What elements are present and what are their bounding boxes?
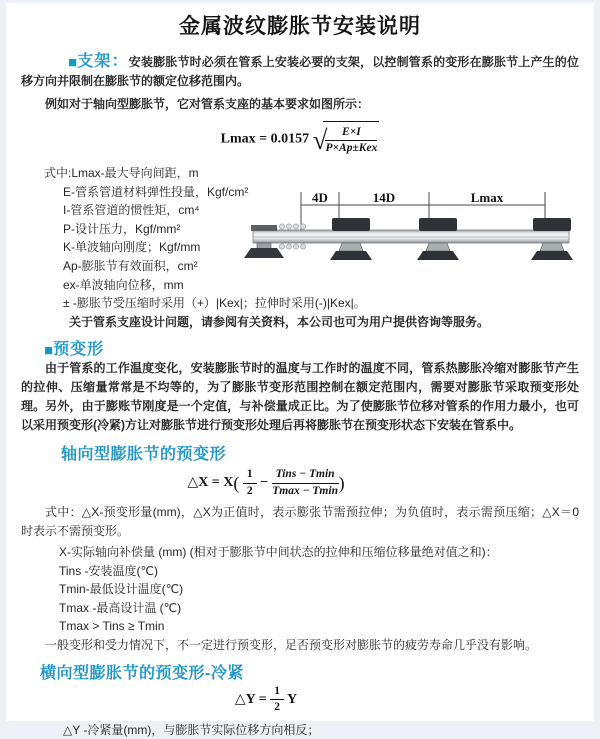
axial-note-line: 一般变形和受力情况下，不一定进行预变形，足否预变形对膨胀节的疲劳寿命几乎没有影响。 <box>45 637 538 652</box>
lateral-formula <box>6 685 526 715</box>
document-sheet <box>6 3 594 737</box>
lmax-fraction-denominator: P×Ap±Kex <box>325 142 378 155</box>
axial-formula-lhs: △X = X <box>187 475 234 491</box>
plusminus-note: ± -膨胀节受压缩时采用（+）|Kex|；拉伸时采用(-)|Kex|。 <box>63 296 366 310</box>
temperature-fraction-numerator: Tins − Tmin <box>272 468 339 483</box>
open-paren: ( <box>233 473 240 493</box>
axial-formula <box>6 466 526 500</box>
x-definition-line: X-实际轴向补偿量 (mm) (相对于膨胀节中间状态的拉伸和压缩位移量绝对值之和)： <box>59 545 498 559</box>
half-denominator: 2 <box>274 700 280 713</box>
definition-item: ex-单波轴向位移，mm <box>63 277 184 292</box>
temperature-definitions <box>6 562 594 636</box>
temperature-fraction <box>272 468 339 497</box>
half-numerator: 1 <box>270 685 284 700</box>
support-paragraph <box>21 52 579 91</box>
half-fraction <box>243 468 257 497</box>
lmax-fraction-numerator: E×I <box>325 126 377 141</box>
section-square-icon: ■ <box>44 342 54 359</box>
definitions-and-diagram <box>6 164 594 294</box>
definition-item: 式中:Lmax-最大导向间距，m <box>44 166 199 180</box>
temperature-line: Tmax -最高设计温 (℃) <box>59 600 182 615</box>
predeform-paragraph: 由于管系的工作温度变化，安装膨胀节时的温度与工作时的温度不同，管系热膨胀冷缩对膨胀节产生的拉伸、压缩量常常是不均等的，为了膨胀节变形范围控制在额定范围内，需要对膨胀节采取预变形处理。另外，由于膨账节刚度是一个定值，与补偿量成正比。为了使膨胀节位移对管系的作用力最小，也可以采用预变形(冷紧)方让对膨胀节进行预变形处理后再将膨胀节在预变形状态下安装在管系中。 <box>21 361 579 432</box>
minus-sign: − <box>260 475 269 491</box>
half-numerator: 1 <box>243 468 257 483</box>
example-line: 例如对于轴向型膨胀节，它对管系支座的基本要求如图所示： <box>45 97 370 111</box>
temperature-fraction-denominator: Tmax − Tmin <box>272 484 338 497</box>
support-body-text: 安装膨胀节时必须在管系上安装必要的支架，以控制管系的变形在膨胀节上产生的位移方向并限制在膨胀节的额定位移范围内。 <box>21 55 579 88</box>
temperature-line: Tmax > Tins ≥ Tmin <box>59 619 165 633</box>
page-title: 金属波纹膨胀节安装说明 <box>179 15 421 38</box>
dim-label-lmax: Lmax <box>470 190 504 205</box>
lateral-section-heading: 横向型膨胀节的预变形-冷紧 <box>40 664 244 682</box>
half-denominator: 2 <box>246 484 253 497</box>
axial-section-heading: 轴向型膨胀节的预变形 <box>61 446 227 463</box>
lmax-radicand <box>323 121 379 158</box>
section-square-icon: ■ <box>68 54 78 71</box>
definition-item: I-管系管道的惯性矩，cm⁴ <box>63 203 200 218</box>
lmax-formula-lhs: Lmax = 0.0157 <box>220 131 310 147</box>
definition-item: K-单波轴向刚度；Kgf/mm <box>63 240 201 255</box>
pipe-support-diagram <box>249 190 589 270</box>
definition-item: P-设计压力，Kgf/mm² <box>63 221 181 236</box>
consult-note: 关于管系支座设计问题，请参阅有关资料，本公司也可为用户提供咨询等服务。 <box>69 315 490 329</box>
sqrt-icon: √ <box>312 124 328 155</box>
axial-explain-paragraph: 式中：△X-预变形量(mm)，△X为正值时，表示膨张节需预拉伸；为负值时，表示需预压缩；△X＝0时表示不需预变形。 <box>21 505 579 538</box>
support-section-heading: 支架： <box>77 53 129 70</box>
close-paren: ) <box>338 473 345 493</box>
dim-label-14d: 14D <box>372 190 396 205</box>
dy-definition-line: △Y -冷紧量(mm)，与膨胀节实际位移方向相反； <box>63 722 320 737</box>
predeform-section-heading-row <box>44 336 594 359</box>
predeform-section-heading: 预变形 <box>53 341 105 358</box>
lateral-formula-rhs: Y <box>286 691 298 707</box>
dim-label-4d: 4D <box>312 190 328 205</box>
temperature-line: Tmin-最低设计温度(℃) <box>59 582 184 596</box>
half-fraction <box>270 685 284 714</box>
lmax-fraction <box>325 126 377 155</box>
definition-item: E-管系管道材料弹性投量，Kgf/cm² <box>63 184 249 199</box>
definition-item: Ap-膨胀节有效面积，cm² <box>63 258 198 273</box>
lmax-formula <box>6 121 594 155</box>
temperature-line: Tins -安装温度(℃) <box>59 563 159 578</box>
lateral-formula-lhs: △Y = <box>234 691 267 707</box>
